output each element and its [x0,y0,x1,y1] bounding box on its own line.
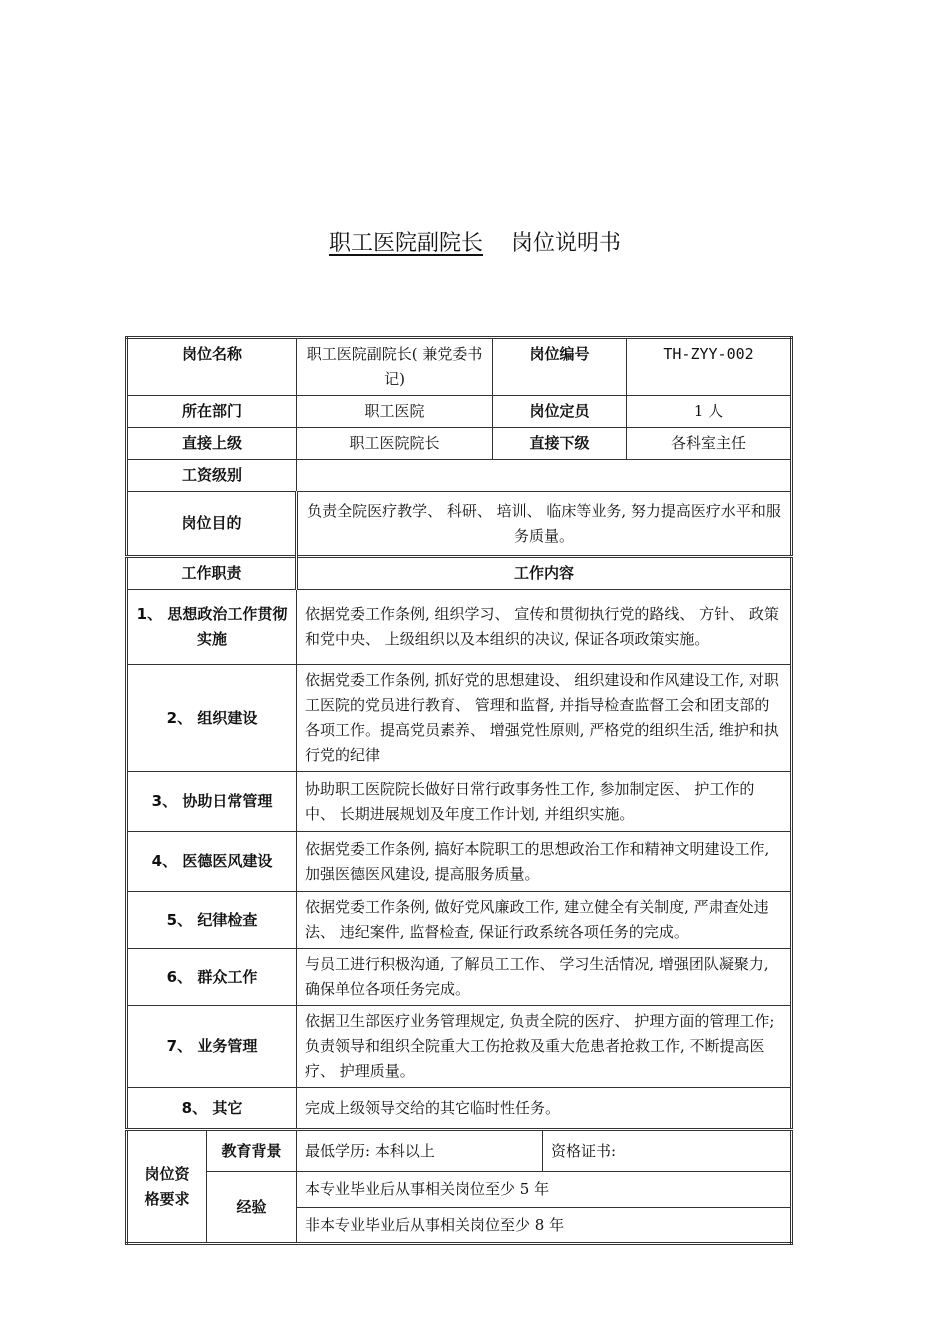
duty-name: 7、 业务管理 [127,1006,297,1088]
duty-row-2 [127,665,792,772]
page-title [0,226,950,257]
qualification-row-education [127,1130,792,1172]
row-department [127,396,792,428]
duty-name: 6、 群众工作 [127,949,297,1006]
certificate-label: 资格证书: [543,1130,792,1172]
job-description-table [125,336,793,1245]
superior-label: 直接上级 [127,428,297,460]
duty-content: 协助职工医院院长做好日常行政事务性工作, 参加制定医、 护工作的中、 长期进展规划及年度工作计划, 并组织实施。 [297,772,792,832]
duty-name: 5、 纪律检查 [127,892,297,949]
post-name-label: 岗位名称 [127,338,297,396]
duty-content: 依据卫生部医疗业务管理规定, 负责全院的医疗、 护理方面的管理工作; 负责领导和组织全院重大工伤抢救及重大危患者抢救工作, 不断提高医疗、 护理质量。 [297,1006,792,1088]
row-post-name [127,338,792,396]
duty-row-8 [127,1088,792,1130]
post-name-value: 职工医院副院长( 兼党委书记) [297,338,493,396]
row-salary [127,460,792,492]
experience-item: 非本专业毕业后从事相关岗位至少 8 年 [297,1208,792,1244]
duty-content: 与员工进行积极沟通, 了解员工工作、 学习生活情况, 增强团队凝聚力, 确保单位各项任务完成。 [297,949,792,1006]
duty-content: 依据党委工作条例, 做好党风廉政工作, 建立健全有关制度, 严肃查处违法、 违纪案件, 监督检查, 保证行政系统各项任务的完成。 [297,892,792,949]
qualification-row-experience-1 [127,1172,792,1208]
salary-value [297,460,792,492]
qualification-label [127,1130,207,1244]
qualification-label-text: 岗位资格要求 [144,1164,190,1208]
duty-row-1 [127,590,792,665]
department-label: 所在部门 [127,396,297,428]
post-code-value: TH-ZYY-002 [627,338,792,396]
duty-content: 依据党委工作条例, 抓好党的思想建设、 组织建设和作风建设工作, 对职工医院的党员进行教育、 管理和监督, 并指导检查监督工会和团支部的各项工作。提高党员素养、 增强党性原则, 严格党的组织生活, 维护和执行党的纪律 [297,665,792,772]
duty-row-4 [127,832,792,892]
title-post-name: 职工医院副院长 [328,231,483,256]
education-value: 最低学历: 本科以上 [297,1130,543,1172]
superior-value: 职工医院院长 [297,428,493,460]
duty-name: 4、 医德医风建设 [127,832,297,892]
duty-row-5 [127,892,792,949]
duty-name: 8、 其它 [127,1088,297,1130]
experience-label: 经验 [207,1172,297,1244]
duty-name: 1、 思想政治工作贯彻实施 [127,590,297,665]
duty-row-3 [127,772,792,832]
row-superior [127,428,792,460]
row-duties-header [127,557,792,590]
post-code-label: 岗位编号 [493,338,627,396]
duty-row-6 [127,949,792,1006]
duty-content: 完成上级领导交给的其它临时性任务。 [297,1088,792,1130]
department-value: 职工医院 [297,396,493,428]
duty-name: 2、 组织建设 [127,665,297,772]
duty-row-7 [127,1006,792,1088]
purpose-label: 岗位目的 [127,492,297,557]
salary-label: 工资级别 [127,460,297,492]
row-purpose [127,492,792,557]
headcount-value: 1 人 [627,396,792,428]
subordinate-label: 直接下级 [493,428,627,460]
duty-name: 3、 协助日常管理 [127,772,297,832]
education-label: 教育背景 [207,1130,297,1172]
duty-content: 依据党委工作条例, 组织学习、 宣传和贯彻执行党的路线、 方针、 政策和党中央、 上级组织以及本组织的决议, 保证各项政策实施。 [297,590,792,665]
purpose-value: 负责全院医疗教学、 科研、 培训、 临床等业务, 努力提高医疗水平和服务质量。 [297,492,792,557]
duty-content: 依据党委工作条例, 搞好本院职工的思想政治工作和精神文明建设工作, 加强医德医风建设, 提高服务质量。 [297,832,792,892]
duty-header: 工作职责 [127,557,297,590]
headcount-label: 岗位定员 [493,396,627,428]
title-suffix: 岗位说明书 [511,231,622,256]
content-header: 工作内容 [297,557,792,590]
subordinate-value: 各科室主任 [627,428,792,460]
experience-item: 本专业毕业后从事相关岗位至少 5 年 [297,1172,792,1208]
